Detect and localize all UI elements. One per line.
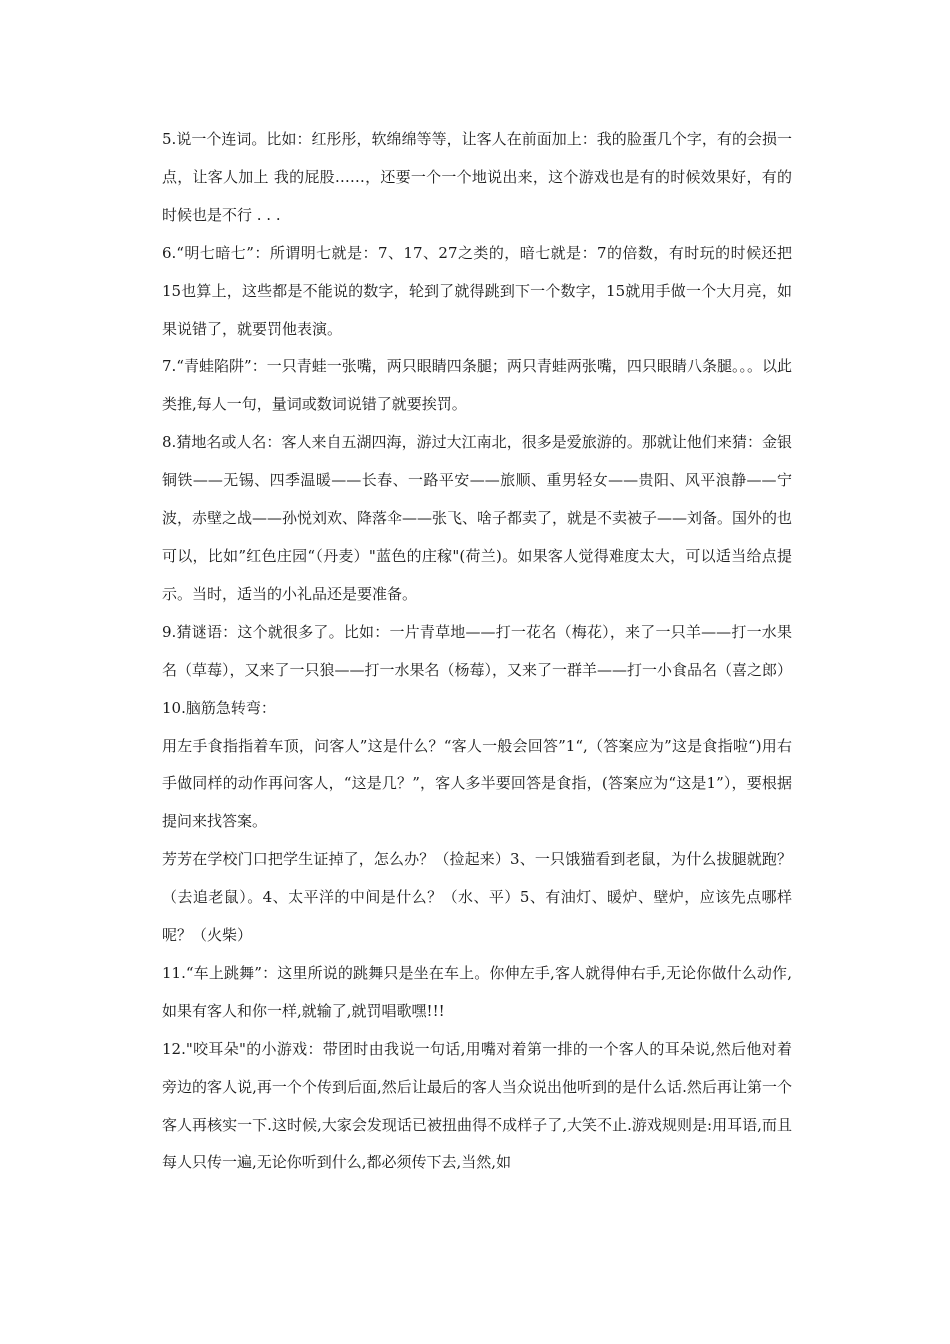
paragraph-10-example-2: 芳芳在学校门口把学生证掉了，怎么办？（捡起来）3、一只饿猫看到老鼠，为什么拔腿就跑？（去追老鼠）。4、太平洋的中间是什么？（水、平）5、有油灯、暖炉、壁炉，应该先点哪样呢？（火柴） [162,850,792,945]
paragraph-9-cai-miyu: 9.猜谜语：这个就很多了。比如：一片青草地——打一花名（梅花），来了一只羊——打一水果名（草莓），又来了一只狼——打一水果名（杨莓），又来了一群羊——打一小食品名（喜之郎） [162,622,793,679]
paragraph-10-heading: 10.脑筋急转弯： [162,698,276,717]
paragraph-11-chesha-tiaowu: 11.“车上跳舞”：这里所说的跳舞只是坐在车上。你伸左手,客人就得伸右手,无论你做什么动作,如果有客人和你一样,就输了,就罚唱歌嘿!!! [162,963,792,1020]
paragraph-6-mingqi-anqi: 6.“明七暗七”：所谓明七就是：7、17、27之类的，暗七就是：7的倍数，有时玩的时候还把15也算上，这些都是不能说的数字，轮到了就得跳到下一个数字，15就用手做一个大月亮，如果说错了，就要罚他表演。 [162,243,792,338]
paragraph-7-qingwa-xianjing: 7.“青蛙陷阱”：一只青蛙一张嘴，两只眼睛四条腿；两只青蛙两张嘴，四只眼睛八条腿。。。以此类推,每人一句，量词或数词说错了就要挨罚。 [162,357,792,414]
paragraph-12-yao-erduo: 12."咬耳朵"的小游戏：带团时由我说一句话,用嘴对着第一排的一个客人的耳朵说,然后他对着旁边的客人说,再一个个传到后面,然后让最后的客人当众说出他听到的是什么话.然后再让第一个客人再核实一下.这时候,大家会发现话已被扭曲得不成样子了,大笑不止.游戏规则是:用耳语,而且每人只传一遍,无论你听到什么,都必须传下去,当然,如 [162,1039,792,1172]
paragraph-5-lianci: 5.说一个连词。比如：红彤彤，软绵绵等等，让客人在前面加上：我的脸蛋几个字，有的会损一点，让客人加上 我的屁股……，还要一个一个地说出来，这个游戏也是有的时候效果好，有的时候也是不行 . . . [162,130,792,224]
paragraph-8-cai-diming: 8.猜地名或人名：客人来自五湖四海，游过大江南北，很多是爱旅游的。那就让他们来猜：金银铜铁——无锡、四季温暖——长春、一路平安——旅顺、重男轻女——贵阳、风平浪静——宁波，赤壁之战——孙悦刘欢、降落伞——张飞、啥子都卖了，就是不卖被子——刘备。国外的也可以，比如”红色庄园“（丹麦）"蓝色的庄稼"(荷兰)。如果客人觉得难度太大，可以适当给点提示。当时，适当的小礼品还是要准备。 [162,433,793,603]
document-body [162,121,792,1182]
paragraph-10-example-1: 用左手食指指着车顶，问客人”这是什么？“客人一般会回答”1“,（答案应为”这是食指啦“)用右手做同样的动作再问客人，“这是几？”，客人多半要回答是食指，(答案应为“这是1”），要根据提问来找答案。 [162,736,792,831]
